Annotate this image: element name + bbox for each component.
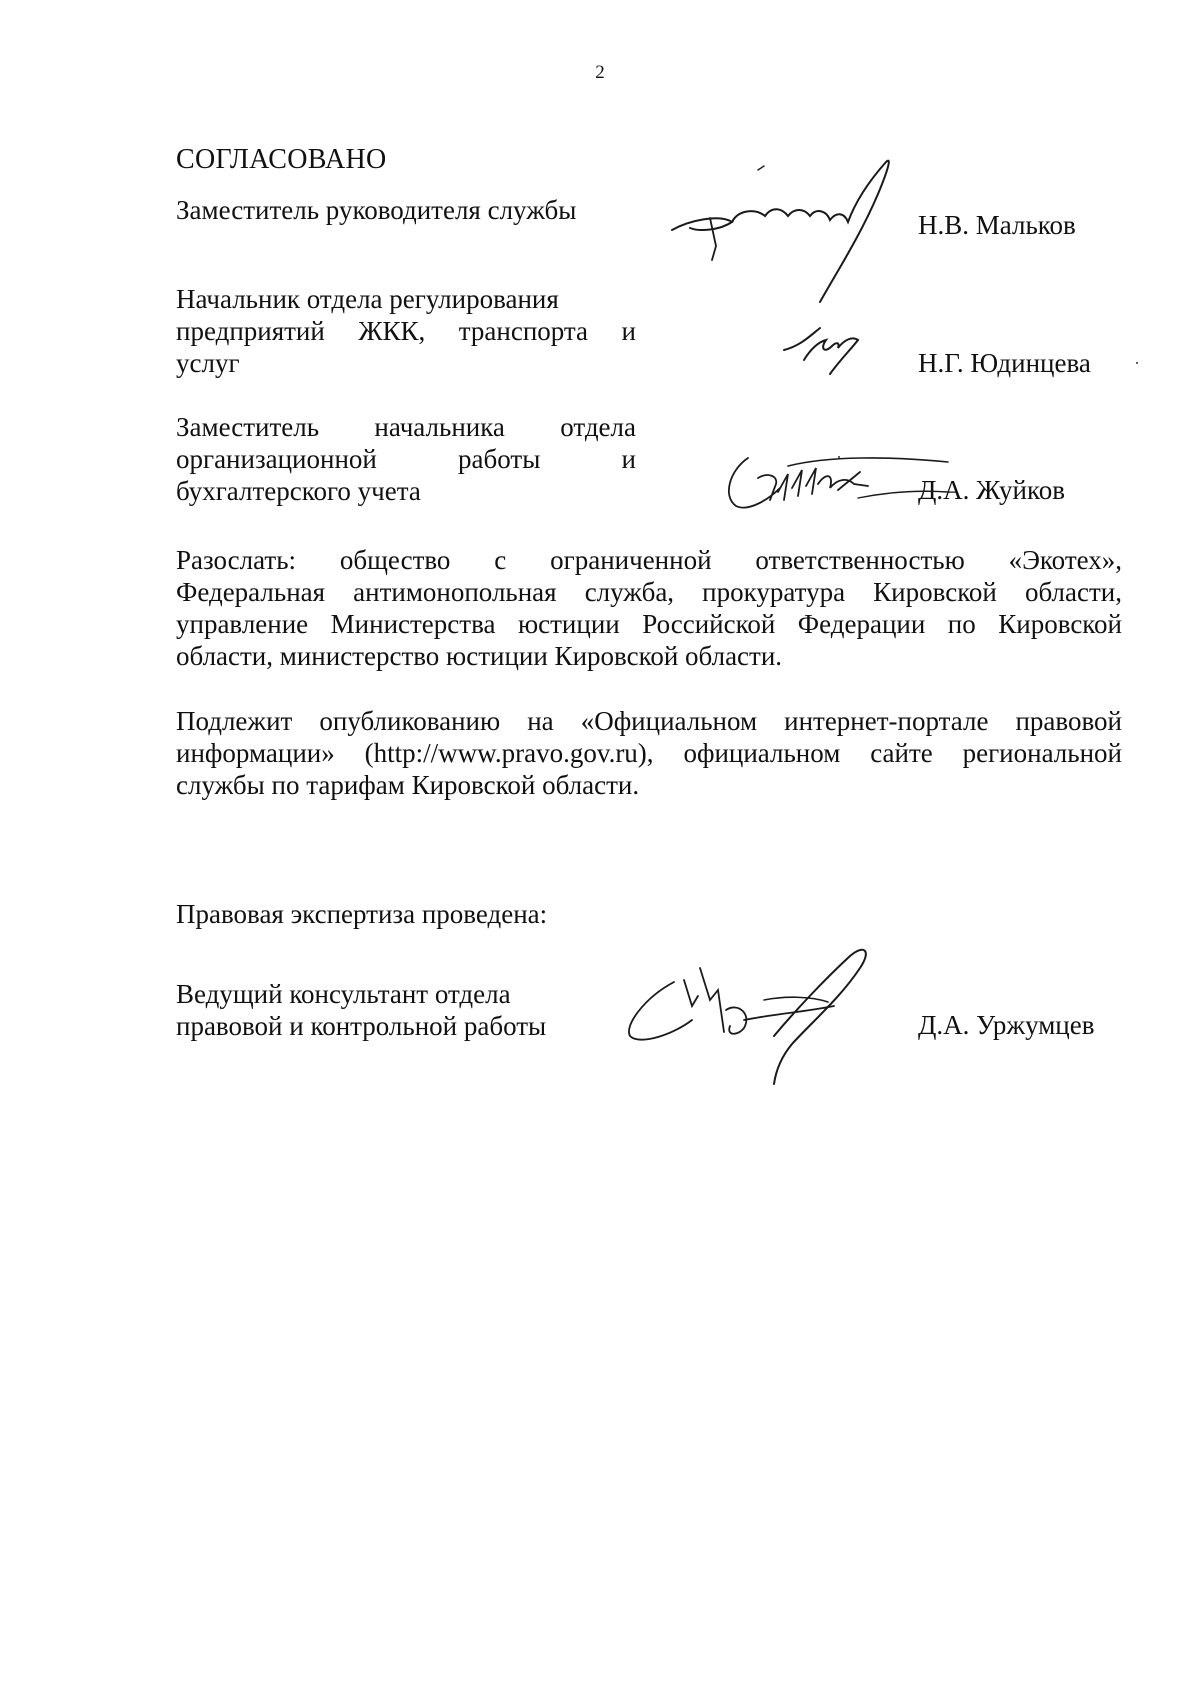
approval-heading: СОГЛАСОВАНО (176, 144, 387, 175)
legal-review-heading: Правовая экспертиза проведена: (176, 899, 548, 929)
signer-3-name: Д.А. Жуйков (918, 475, 1065, 505)
publication-paragraph (176, 705, 1122, 801)
signer-1-position-line: Заместитель руководителя службы (176, 195, 577, 225)
distribution-line: управление Министерства юстиции Российской Федерации по Кировской (176, 609, 1122, 639)
signer-2-position (176, 283, 636, 379)
scan-speck (838, 456, 840, 458)
signer-1-signature (660, 150, 920, 330)
signer-3-position-line: организационной работы и (176, 444, 636, 474)
publication-line: Подлежит опубликованию на «Официальном интернет-портале правовой (176, 706, 1122, 736)
publication-line: информации» (http://www.pravo.gov.ru), официальном сайте региональной (176, 738, 1122, 768)
signer-2-position-line: предприятий ЖКК, транспорта и (176, 316, 636, 346)
legal-review-position-line: Ведущий консультант отдела (176, 979, 511, 1009)
signer-2-position-line: Начальник отдела регулирования (176, 284, 559, 314)
legal-review-position-line: правовой и контрольной работы (176, 1011, 547, 1041)
scan-speck (1136, 362, 1138, 364)
legal-review-name: Д.А. Уржумцев (918, 1010, 1095, 1040)
signer-3-position-line: бухгалтерского учета (176, 476, 421, 506)
publication-line: службы по тарифам Кировской области. (176, 770, 640, 800)
signer-3-position-line: Заместитель начальника отдела (176, 412, 636, 442)
distribution-paragraph (176, 544, 1122, 672)
distribution-line: Разослать: общество с ограниченной ответственностью «Экотех», (176, 545, 1122, 575)
distribution-line: Федеральная антимонопольная служба, прокуратура Кировской области, (176, 577, 1122, 607)
signer-3-signature (718, 448, 958, 518)
legal-review-signature (614, 940, 904, 1090)
signer-1-name: Н.В. Мальков (918, 210, 1076, 240)
signer-1-position (176, 194, 576, 226)
signer-2-signature (780, 320, 880, 380)
signer-2-name: Н.Г. Юдинцева (918, 348, 1091, 378)
distribution-line: области, министерство юстиции Кировской области. (176, 641, 783, 671)
signer-3-position (176, 411, 636, 507)
legal-review-position (176, 978, 546, 1042)
signer-2-position-line: услуг (176, 348, 240, 378)
page-number: 2 (595, 62, 605, 83)
